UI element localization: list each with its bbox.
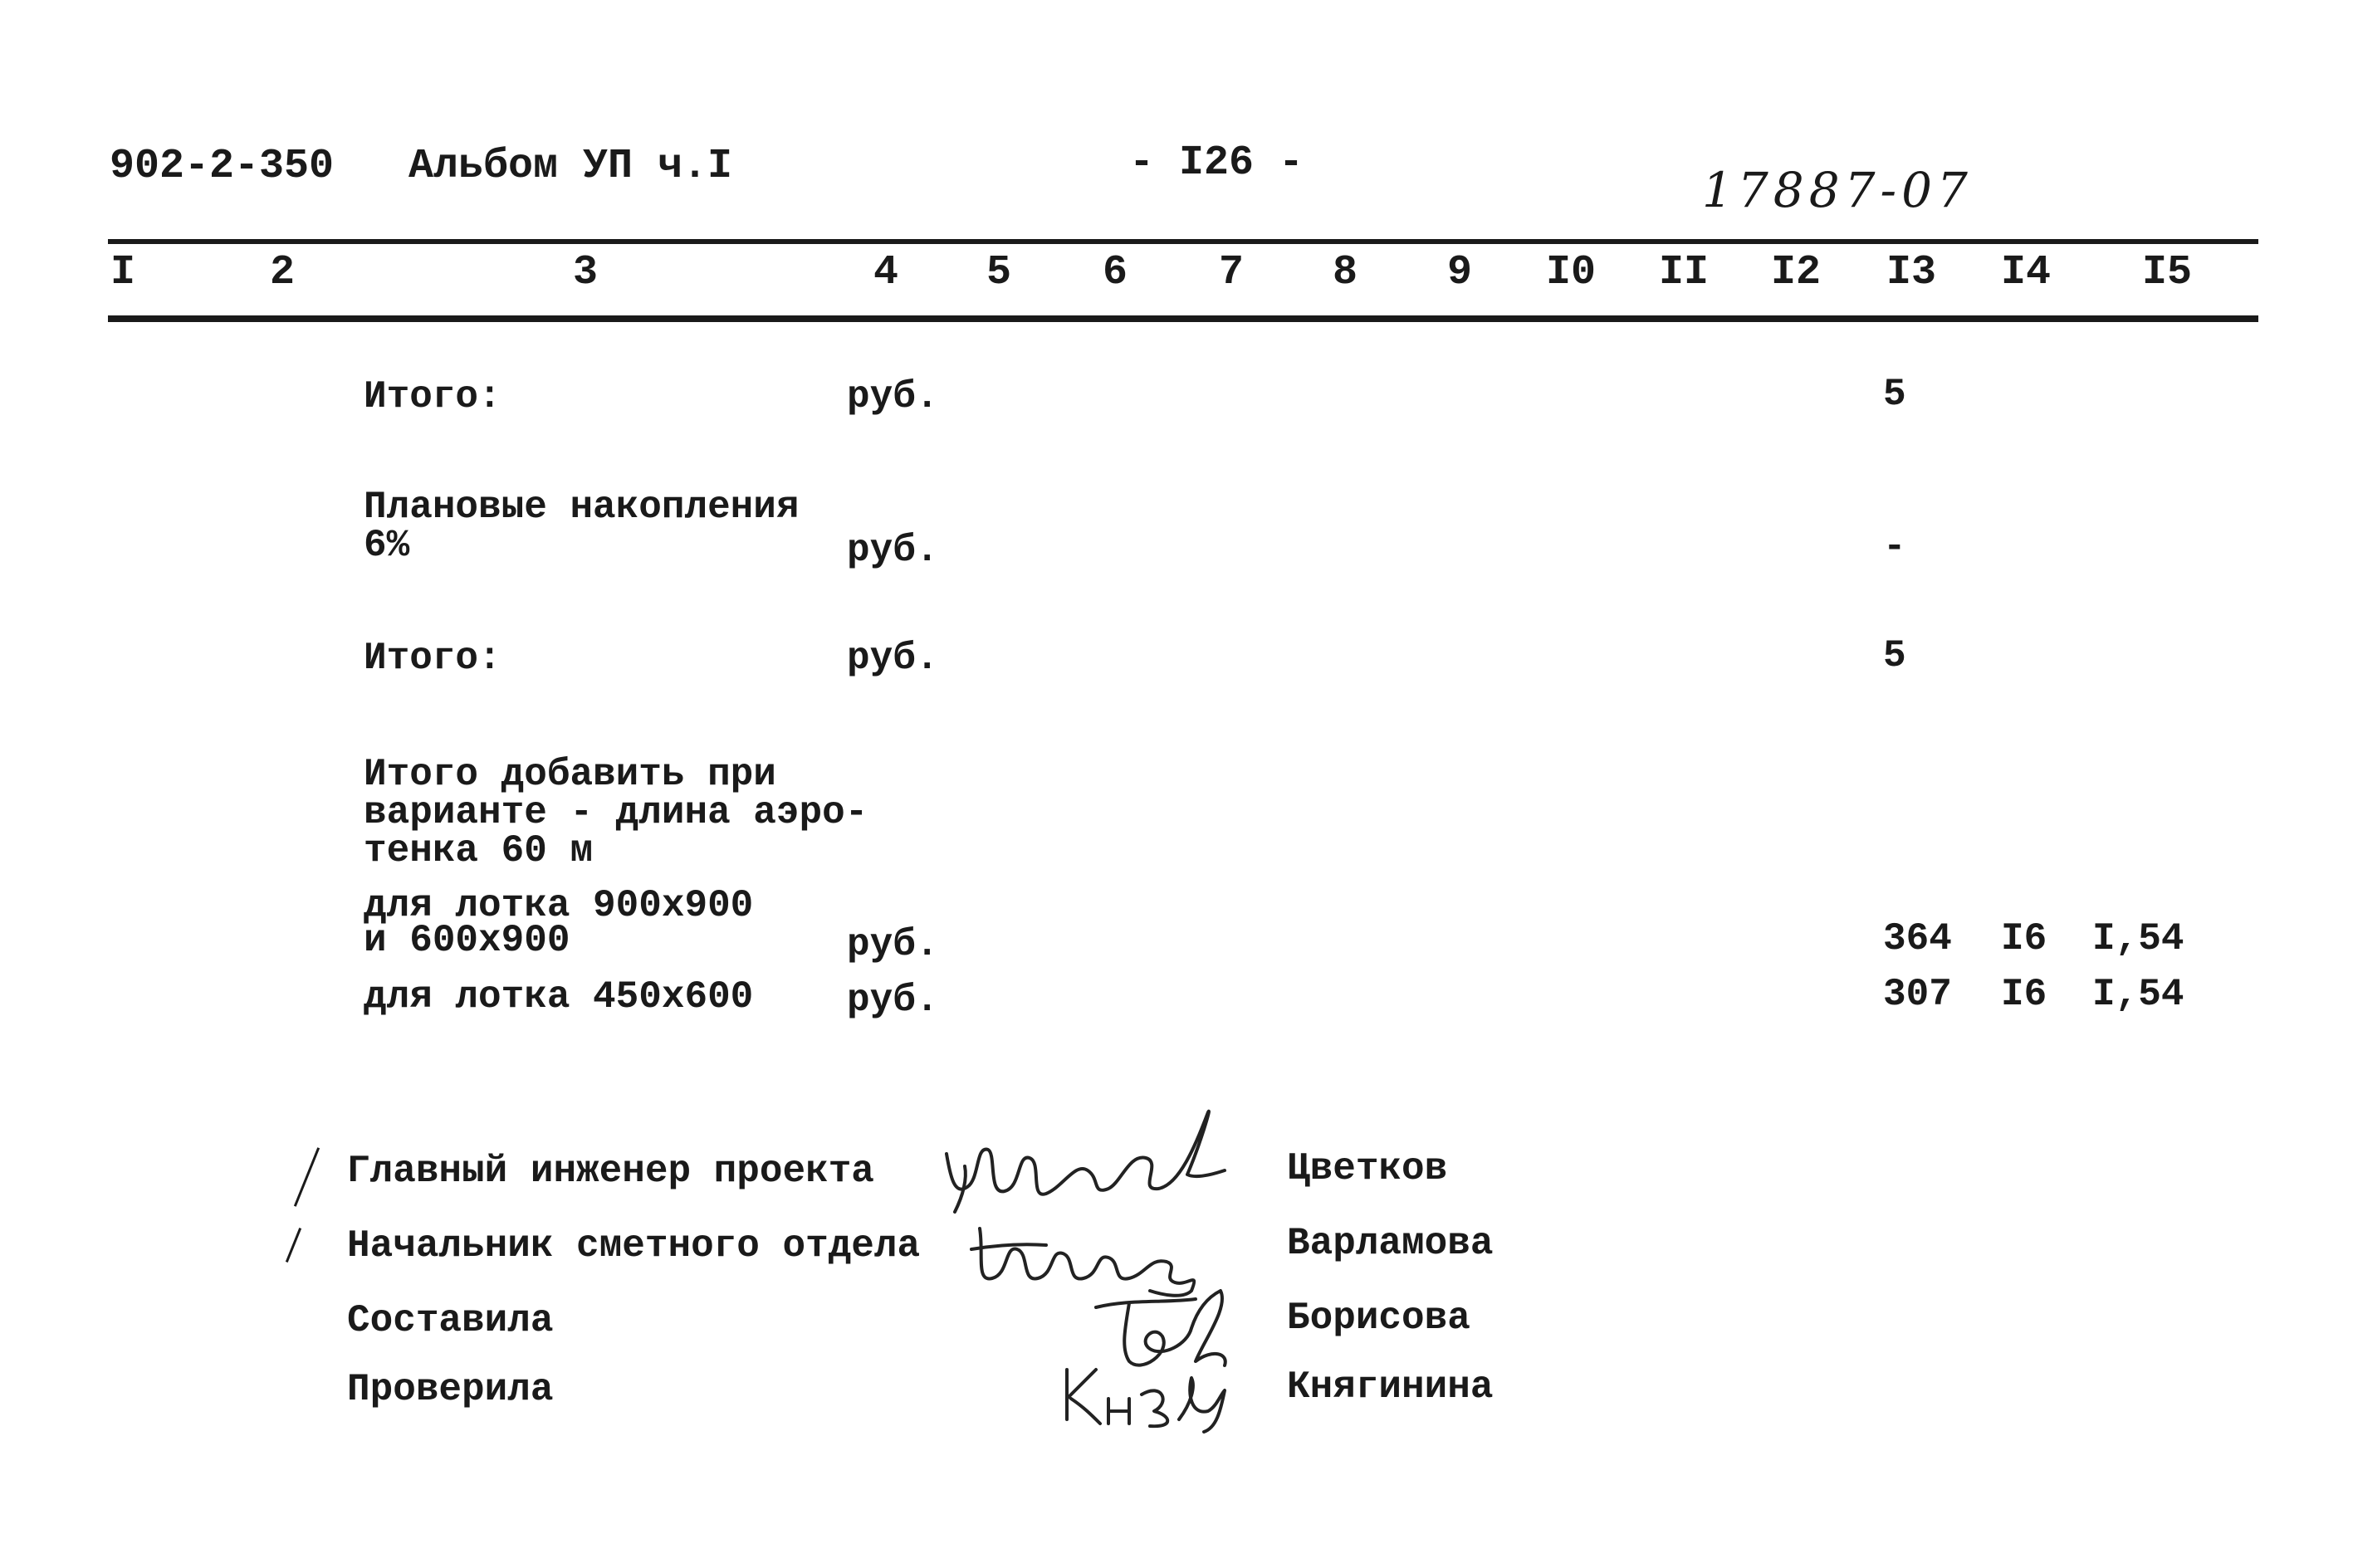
tick-mark [294, 1147, 320, 1207]
row-value-col14: I6 [2001, 973, 2047, 1016]
album-label: Альбом УП ч.I [408, 143, 733, 190]
row-value-col15: I,54 [2092, 973, 2184, 1016]
page-number: - I26 - [1129, 139, 1304, 187]
column-number: 4 [873, 249, 899, 296]
signature-role: Проверила [347, 1368, 554, 1411]
row-value-col13: 364 [1883, 917, 1952, 960]
document-code: 902-2-350 [110, 143, 335, 190]
row-value-col13: 5 [1883, 634, 1906, 677]
row-label: варианте - длина аэро- [364, 791, 868, 834]
signature-name: Борисова [1287, 1297, 1470, 1340]
row-label: Плановые накопления [364, 486, 800, 529]
column-number: 6 [1103, 249, 1128, 296]
column-number: 2 [270, 249, 296, 296]
signature-role: Составила [347, 1299, 554, 1342]
header-top-rule [108, 239, 2258, 244]
row-label: для лотка 450x600 [364, 975, 754, 1018]
row-value-col14: I6 [2001, 917, 2047, 960]
column-number: I [110, 249, 136, 296]
row-value-col15: I,54 [2092, 917, 2184, 960]
signature-role: Главный инженер проекта [347, 1150, 874, 1193]
signature-role: Начальник сметного отдела [347, 1224, 921, 1268]
row-label: Итого добавить при [364, 753, 776, 796]
signature-name: Княгинина [1287, 1365, 1494, 1409]
column-number: 3 [573, 249, 599, 296]
column-number: 9 [1447, 249, 1473, 296]
row-value-col13: 5 [1883, 373, 1906, 416]
header-bottom-rule [108, 315, 2258, 322]
row-value-col13: - [1883, 525, 1906, 569]
row-unit: руб. [847, 375, 939, 418]
column-number: 8 [1333, 249, 1358, 296]
signature-name: Цветков [1287, 1147, 1448, 1190]
row-label: и 600x900 [364, 919, 570, 962]
handwritten-signature [930, 1096, 1229, 1220]
column-number: I2 [1771, 249, 1822, 296]
row-unit: руб. [847, 637, 939, 680]
column-number: 7 [1219, 249, 1245, 296]
row-unit: руб. [847, 923, 939, 966]
row-label: 6% [364, 524, 410, 567]
tick-mark [286, 1228, 301, 1263]
row-unit: руб. [847, 979, 939, 1022]
column-number: I5 [2142, 249, 2193, 296]
column-number: I3 [1886, 249, 1937, 296]
column-number: I0 [1546, 249, 1597, 296]
column-number: 5 [986, 249, 1012, 296]
row-label: Итого: [364, 637, 501, 680]
signature-name: Варламова [1287, 1222, 1494, 1265]
row-value-col13: 307 [1883, 973, 1952, 1016]
row-unit: руб. [847, 529, 939, 572]
column-number: II [1659, 249, 1710, 296]
column-number: I4 [2001, 249, 2052, 296]
row-label: Итого: [364, 375, 501, 418]
handwritten-number: 17887-07 [1702, 162, 1973, 218]
handwritten-signature [1054, 1353, 1237, 1436]
row-label: для лотка 900x900 [364, 884, 754, 927]
row-label: тенка 60 м [364, 829, 594, 872]
